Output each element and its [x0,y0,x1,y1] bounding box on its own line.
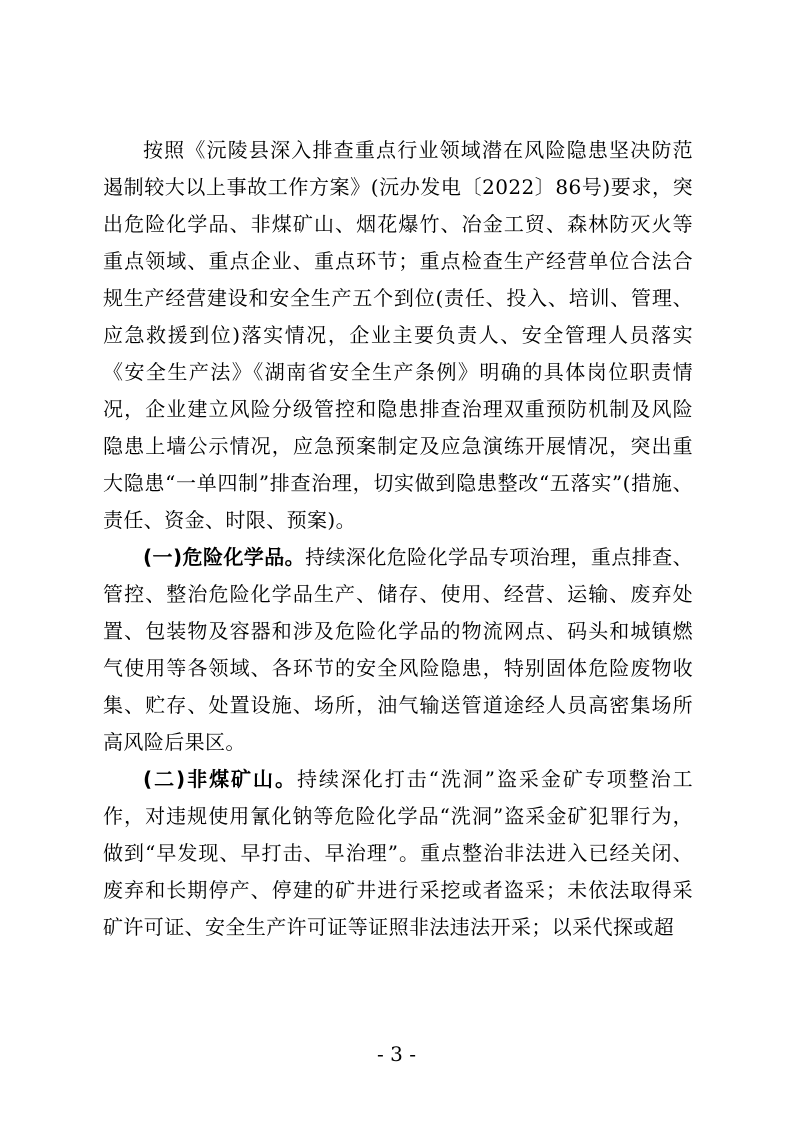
intro-paragraph [103,132,693,539]
section-heading-non-coal-mines: (二)非煤矿山。 [143,767,297,791]
section-heading-hazardous-chemicals: (一)危险化学品。 [143,545,306,569]
document-body [103,132,693,946]
section-text-non-coal-mines: 持续深化打击“洗洞”盗采金矿专项整治工作，对违规使用氰化钠等危险化学品“洗洞”盗采金矿犯罪行为，做到“早发现、早打击、早治理”。重点整治非法进入已经关闭、废弃和长期停产、停建的矿井进行采挖或者盗采；未依法取得采矿许可证、安全生产许可证等证照非法违法开采；以采代探或超 [103,767,693,939]
page-number: - 3 - [377,1042,416,1066]
section-non-coal-mines [103,761,693,946]
section-hazardous-chemicals [103,539,693,761]
intro-paragraph-text: 按照《沅陵县深入排查重点行业领域潜在风险隐患坚决防范遏制较大以上事故工作方案》(沅办发电〔2022〕86号)要求，突出危险化学品、非煤矿山、烟花爆竹、冶金工贸、森林防灭火等重点领域、重点企业、重点环节；重点检查生产经营单位合法合规生产经营建设和安全生产五个到位(责任、投入、培训、管理、应急救援到位)落实情况，企业主要负责人、安全管理人员落实《安全生产法》《湖南省安全生产条例》明确的具体岗位职责情况，企业建立风险分级管控和隐患排查治理双重预防机制及风险隐患上墙公示情况，应急预案制定及应急演练开展情况，突出重大隐患“一单四制”排查治理，切实做到隐患整改“五落实”(措施、责任、资金、时限、预案)。 [103,138,693,532]
section-text-hazardous-chemicals: 持续深化危险化学品专项治理，重点排查、管控、整治危险化学品生产、储存、使用、经营、运输、废弃处置、包装物及容器和涉及危险化学品的物流网点、码头和城镇燃气使用等各领域、各环节的安全风险隐患，特别固体危险废物收集、贮存、处置设施、场所，油气输送管道途经人员高密集场所高风险后果区。 [103,545,693,754]
